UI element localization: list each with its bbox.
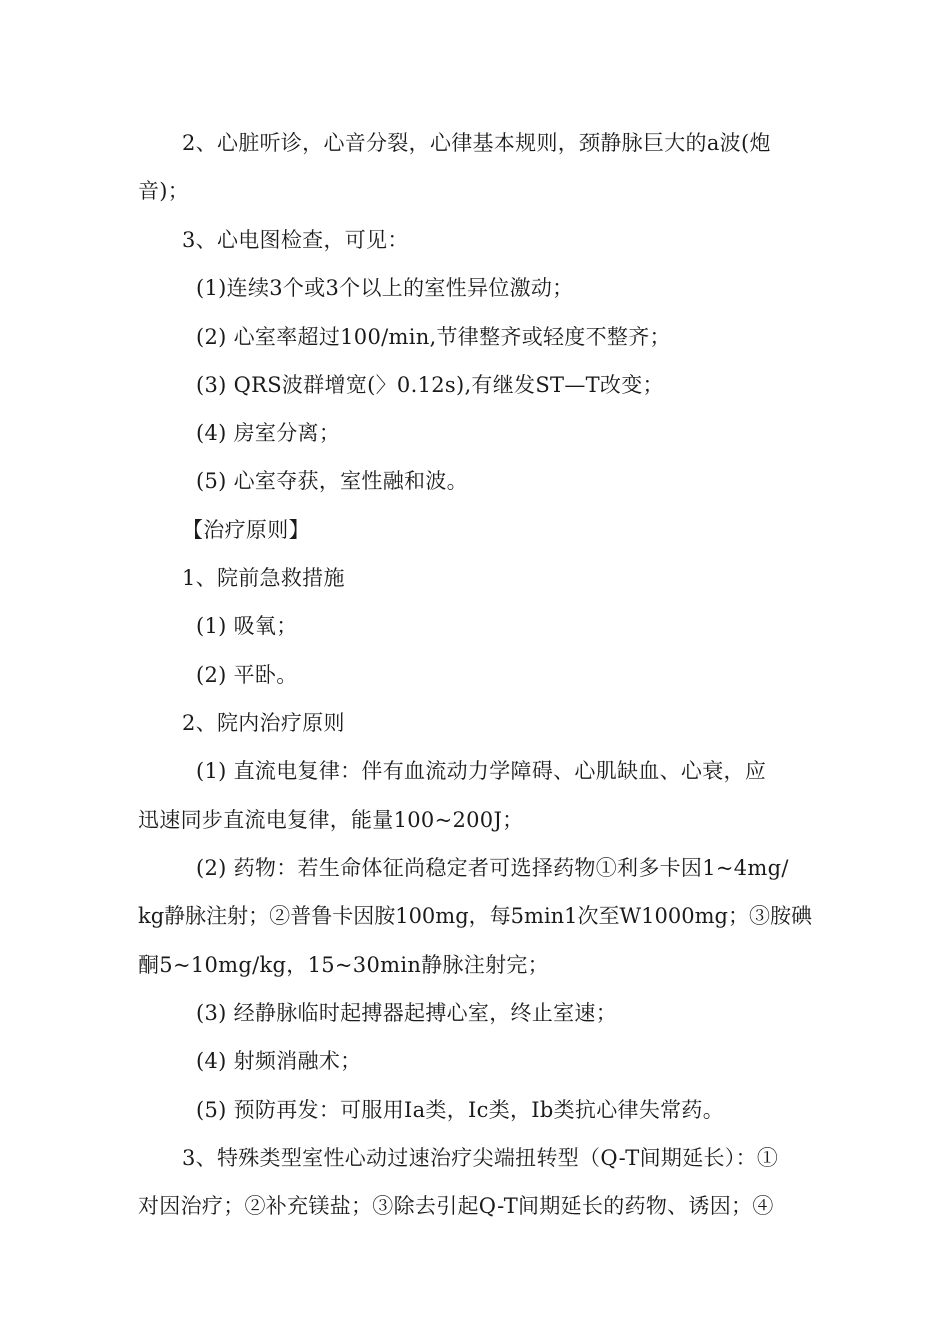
- text-line: (1) 直流电复律：伴有血流动力学障碍、心肌缺血、心衰，应: [196, 759, 767, 783]
- text-line: (4) 房室分离；: [196, 421, 341, 445]
- text-line: 1、院前急救措施: [182, 566, 345, 590]
- text-line: kg静脉注射；②普鲁卡因胺100mg，每5min1次至W1000mg；③胺碘: [138, 904, 812, 928]
- text-line: (2) 药物：若生命体征尚稳定者可选择药物①利多卡因1~4mg/: [196, 856, 789, 880]
- text-line: 2、心脏听诊，心音分裂，心律基本规则，颈静脉巨大的a波(炮: [182, 131, 771, 155]
- text-line: (4) 射频消融术；: [196, 1049, 362, 1073]
- text-line: 对因治疗；②补充镁盐；③除去引起Q-T间期延长的药物、诱因；④: [138, 1194, 774, 1218]
- section-heading: 【治疗原则】: [182, 518, 310, 542]
- text-line: 酮5~10mg/kg，15~30min静脉注射完；: [138, 953, 549, 977]
- text-line: 音)；: [138, 179, 190, 203]
- text-line: (2) 心室率超过100/min,节律整齐或轻度不整齐；: [196, 325, 671, 349]
- text-line: 3、特殊类型室性心动过速治疗尖端扭转型（Q-T间期延长）：①: [182, 1146, 779, 1170]
- text-line: (3) QRS波群增宽(〉0.12s),有继发ST—T改变；: [196, 373, 664, 397]
- text-line: (1)连续3个或3个以上的室性异位激动；: [196, 276, 574, 300]
- text-line: (5) 心室夺获，室性融和波。: [196, 469, 468, 493]
- text-line: (2) 平卧。: [196, 663, 298, 687]
- text-line: 迅速同步直流电复律，能量100~200J；: [138, 808, 524, 832]
- text-line: (3) 经静脉临时起搏器起搏心室，终止室速；: [196, 1001, 618, 1025]
- text-line: 2、院内治疗原则: [182, 711, 345, 735]
- text-line: 3、心电图检查，可见：: [182, 228, 409, 252]
- text-line: (1) 吸氧；: [196, 614, 298, 638]
- text-line: (5) 预防再发：可服用Ia类，Ic类，Ib类抗心律失常药。: [196, 1098, 725, 1122]
